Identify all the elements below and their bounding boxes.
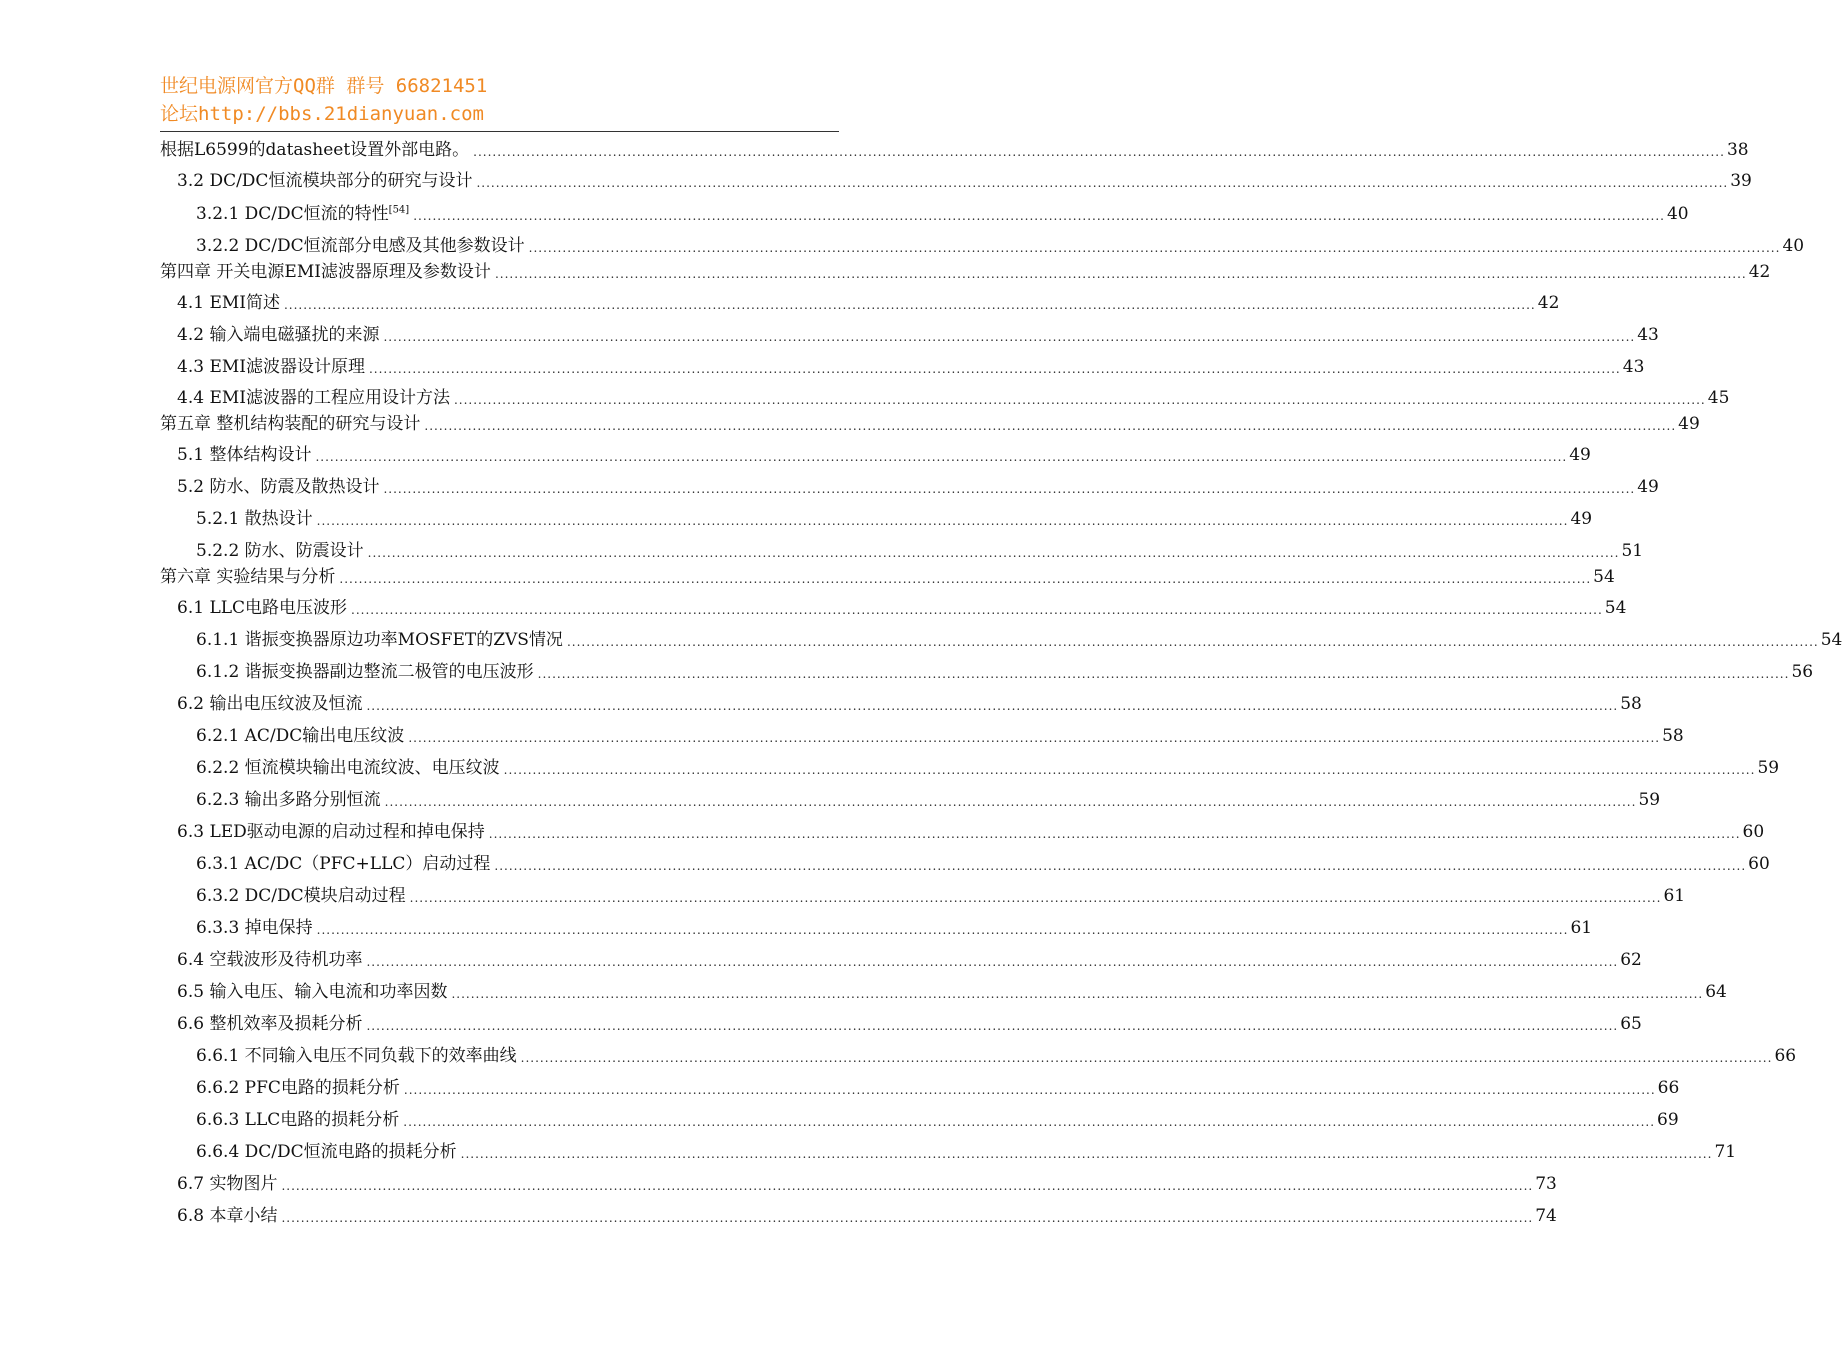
toc-entry-page: 58 <box>1662 726 1684 746</box>
toc-entry-page: 66 <box>1774 1046 1797 1066</box>
toc-entry-page: 66 <box>1657 1078 1680 1098</box>
toc-dot-leader: .................................................................................................................................................................................................................................................................... <box>413 209 1665 223</box>
toc-entry <box>177 288 1560 314</box>
toc-entry <box>196 881 1686 907</box>
toc-entry-title: 5.2.1 散热设计 <box>196 509 313 529</box>
toc-entry-page: 38 <box>1726 140 1749 160</box>
toc-dot-leader: .................................................................................................................................................................................................................................................................... <box>315 450 1568 464</box>
toc-dot-leader: .................................................................................................................................................................................................................................................................... <box>403 1083 1656 1097</box>
toc-entry-title: 4.4 EMI滤波器的工程应用设计方法 <box>177 388 450 408</box>
toc-entry-page: 43 <box>1622 357 1645 377</box>
toc-entry-title: 6.3.2 DC/DC模块启动过程 <box>196 886 406 906</box>
toc-entry <box>196 849 1770 875</box>
toc-entry-title: 6.6.1 不同输入电压不同负载下的效率曲线 <box>196 1046 517 1066</box>
toc-dot-leader: .................................................................................................................................................................................................................................................................... <box>368 362 1621 376</box>
toc-entry <box>196 913 1593 939</box>
toc-entry-title: 5.2 防水、防震及散热设计 <box>177 477 380 497</box>
toc-entry-page: 60 <box>1748 854 1770 874</box>
toc-entry <box>196 199 1689 225</box>
toc-dot-leader: .................................................................................................................................................................................................................................................................... <box>566 635 1819 649</box>
toc-entry-title: 6.6.4 DC/DC恒流电路的损耗分析 <box>196 1142 457 1162</box>
toc-entry-page: 54 <box>1604 598 1627 618</box>
toc-dot-leader: .................................................................................................................................................................................................................................................................... <box>473 145 1725 159</box>
toc-entry <box>177 817 1765 843</box>
toc-entry-title: 6.2.2 恒流模块输出电流纹波、电压纹波 <box>196 758 500 778</box>
toc-entry <box>196 231 1805 257</box>
toc-entry-page: 51 <box>1621 541 1644 561</box>
toc-entry-title: 6.3 LED驱动电源的启动过程和掉电保持 <box>177 822 485 842</box>
toc-dot-leader: .................................................................................................................................................................................................................................................................... <box>351 603 1603 617</box>
toc-entry-title-text: 3.2.1 DC/DC恒流的特性 <box>196 204 389 224</box>
toc-dot-leader: .................................................................................................................................................................................................................................................................... <box>383 330 1636 344</box>
toc-entry-title: 6.2.3 输出多路分别恒流 <box>196 790 381 810</box>
toc-entry <box>177 320 1659 346</box>
toc-entry-title: 6.2 输出电压纹波及恒流 <box>177 694 363 714</box>
toc-entry-title: 6.8 本章小结 <box>177 1206 278 1226</box>
toc-entry-title: 6.2.1 AC/DC输出电压纹波 <box>196 726 405 746</box>
toc-entry <box>196 1105 1679 1131</box>
toc-entry-page: 39 <box>1730 171 1752 191</box>
toc-entry-page: 54 <box>1593 567 1615 587</box>
toc-dot-leader: .................................................................................................................................................................................................................................................................... <box>409 891 1662 905</box>
toc-dot-leader: .................................................................................................................................................................................................................................................................... <box>339 572 1592 586</box>
toc-entry <box>196 1137 1737 1163</box>
toc-entry-page: 49 <box>1569 445 1591 465</box>
toc-dot-leader: .................................................................................................................................................................................................................................................................... <box>453 393 1706 407</box>
toc-dot-leader: .................................................................................................................................................................................................................................................................... <box>383 482 1636 496</box>
citation-superscript: [54] <box>388 204 410 216</box>
toc-entry <box>196 657 1814 683</box>
toc-entry <box>177 945 1642 971</box>
toc-dot-leader: .................................................................................................................................................................................................................................................................... <box>494 267 1747 281</box>
toc-entry-page: 40 <box>1666 204 1689 224</box>
toc-dot-leader: .................................................................................................................................................................................................................................................................... <box>366 955 1619 969</box>
toc-dot-leader: .................................................................................................................................................................................................................................................................... <box>451 987 1704 1001</box>
toc-entry <box>177 166 1752 192</box>
toc-entry-page: 62 <box>1620 950 1642 970</box>
toc-entry-page: 60 <box>1742 822 1765 842</box>
toc-entry-page: 45 <box>1707 388 1730 408</box>
toc-entry <box>177 977 1727 1003</box>
toc-entry <box>177 689 1642 715</box>
toc-entry-page: 42 <box>1748 262 1771 282</box>
toc-entry-title: 第四章 开关电源EMI滤波器原理及参数设计 <box>160 262 491 282</box>
toc-entry-title: 6.1.1 谐振变换器原边功率MOSFET的ZVS情况 <box>196 630 563 650</box>
toc-entry-page: 49 <box>1570 509 1593 529</box>
toc-dot-leader: .................................................................................................................................................................................................................................................................... <box>366 1019 1619 1033</box>
toc-entry <box>177 472 1659 498</box>
toc-entry-page: 49 <box>1678 414 1700 434</box>
toc-entry <box>196 1041 1797 1067</box>
toc-dot-leader: .................................................................................................................................................................................................................................................................... <box>403 1115 1656 1129</box>
toc-entry <box>160 135 1749 161</box>
toc-entry-title: 6.1 LLC电路电压波形 <box>177 598 348 618</box>
toc-entry-title: 根据L6599的datasheet设置外部电路。 <box>160 140 470 160</box>
toc-entry-page: 56 <box>1791 662 1814 682</box>
toc-dot-leader: .................................................................................................................................................................................................................................................................... <box>476 176 1729 190</box>
toc-entry-title: 6.7 实物图片 <box>177 1174 278 1194</box>
toc-entry-page: 54 <box>1820 630 1842 650</box>
toc-entry-page: 74 <box>1535 1206 1557 1226</box>
header-qq-group: 世纪电源网官方QQ群 群号 66821451 <box>160 75 488 97</box>
toc-entry-page: 61 <box>1663 886 1686 906</box>
header-forum-url: 论坛http://bbs.21dianyuan.com <box>160 103 484 125</box>
toc-dot-leader: .................................................................................................................................................................................................................................................................... <box>494 859 1747 873</box>
toc-dot-leader: .................................................................................................................................................................................................................................................................... <box>424 419 1677 433</box>
toc-entry <box>177 1009 1642 1035</box>
toc-dot-leader: .................................................................................................................................................................................................................................................................... <box>528 241 1781 255</box>
toc-entry <box>196 1073 1680 1099</box>
toc-entry <box>196 536 1644 562</box>
toc-entry <box>160 409 1700 435</box>
toc-entry-title: 5.2.2 防水、防震设计 <box>196 541 364 561</box>
toc-dot-leader: .................................................................................................................................................................................................................................................................... <box>408 731 1661 745</box>
toc-entry-page: 43 <box>1637 325 1659 345</box>
toc-dot-leader: .................................................................................................................................................................................................................................................................... <box>283 298 1536 312</box>
toc-entry-title: 6.1.2 谐振变换器副边整流二极管的电压波形 <box>196 662 534 682</box>
toc-dot-leader: .................................................................................................................................................................................................................................................................... <box>520 1051 1773 1065</box>
toc-entry <box>160 562 1615 588</box>
toc-entry <box>196 785 1661 811</box>
toc-entry-title: 6.4 空载波形及待机功率 <box>177 950 363 970</box>
toc-entry <box>177 1201 1557 1227</box>
toc-entry-page: 42 <box>1537 293 1560 313</box>
toc-dot-leader: .................................................................................................................................................................................................................................................................... <box>488 827 1741 841</box>
toc-entry <box>196 721 1684 747</box>
toc-entry-page: 58 <box>1620 694 1642 714</box>
toc-entry-page: 49 <box>1637 477 1659 497</box>
toc-dot-leader: .................................................................................................................................................................................................................................................................... <box>316 514 1569 528</box>
toc-entry-title: 6.3.1 AC/DC（PFC+LLC）启动过程 <box>196 854 491 874</box>
toc-entry-title: 3.2 DC/DC恒流模块部分的研究与设计 <box>177 171 473 191</box>
toc-entry-title: 6.6.3 LLC电路的损耗分析 <box>196 1110 400 1130</box>
toc-entry-title: 4.2 输入端电磁骚扰的来源 <box>177 325 380 345</box>
toc-entry <box>177 1169 1557 1195</box>
toc-entry <box>177 352 1645 378</box>
toc-entry <box>177 440 1591 466</box>
page-header <box>160 72 840 128</box>
toc-entry-page: 64 <box>1705 982 1727 1002</box>
toc-entry-page: 73 <box>1535 1174 1557 1194</box>
toc-entry-title: 5.1 整体结构设计 <box>177 445 312 465</box>
toc-entry-title: 第五章 整机结构装配的研究与设计 <box>160 414 421 434</box>
toc-entry <box>177 383 1730 409</box>
toc-entry-title: 3.2.2 DC/DC恒流部分电感及其他参数设计 <box>196 236 525 256</box>
toc-dot-leader: .................................................................................................................................................................................................................................................................... <box>460 1147 1713 1161</box>
toc-dot-leader: .................................................................................................................................................................................................................................................................... <box>384 795 1637 809</box>
toc-entry-title: 4.3 EMI滤波器设计原理 <box>177 357 365 377</box>
toc-entry-title: 6.6 整机效率及损耗分析 <box>177 1014 363 1034</box>
toc-entry-page: 71 <box>1714 1142 1737 1162</box>
toc-entry-title: 4.1 EMI简述 <box>177 293 280 313</box>
toc-dot-leader: .................................................................................................................................................................................................................................................................... <box>281 1179 1534 1193</box>
toc-dot-leader: .................................................................................................................................................................................................................................................................... <box>281 1211 1534 1225</box>
toc-entry-title: 第六章 实验结果与分析 <box>160 567 336 587</box>
header-divider <box>160 131 839 132</box>
toc-dot-leader: .................................................................................................................................................................................................................................................................... <box>316 923 1569 937</box>
toc-entry-page: 65 <box>1620 1014 1642 1034</box>
toc-entry <box>177 593 1627 619</box>
toc-entry-title <box>196 203 413 225</box>
toc-dot-leader: .................................................................................................................................................................................................................................................................... <box>503 763 1756 777</box>
toc-entry-page: 61 <box>1570 918 1593 938</box>
toc-entry <box>196 753 1780 779</box>
toc-dot-leader: .................................................................................................................................................................................................................................................................... <box>367 546 1620 560</box>
toc-dot-leader: .................................................................................................................................................................................................................................................................... <box>366 699 1619 713</box>
toc-entry-title: 6.5 输入电压、输入电流和功率因数 <box>177 982 448 1002</box>
toc-entry <box>160 257 1771 283</box>
toc-entry-page: 59 <box>1638 790 1661 810</box>
toc-entry-page: 40 <box>1782 236 1805 256</box>
toc-entry <box>196 625 1842 651</box>
toc-entry-title: 6.3.3 掉电保持 <box>196 918 313 938</box>
toc-entry-page: 69 <box>1657 1110 1679 1130</box>
toc-entry <box>196 504 1593 530</box>
toc-entry-page: 59 <box>1757 758 1780 778</box>
toc-dot-leader: .................................................................................................................................................................................................................................................................... <box>537 667 1790 681</box>
toc-entry-title: 6.6.2 PFC电路的损耗分析 <box>196 1078 400 1098</box>
